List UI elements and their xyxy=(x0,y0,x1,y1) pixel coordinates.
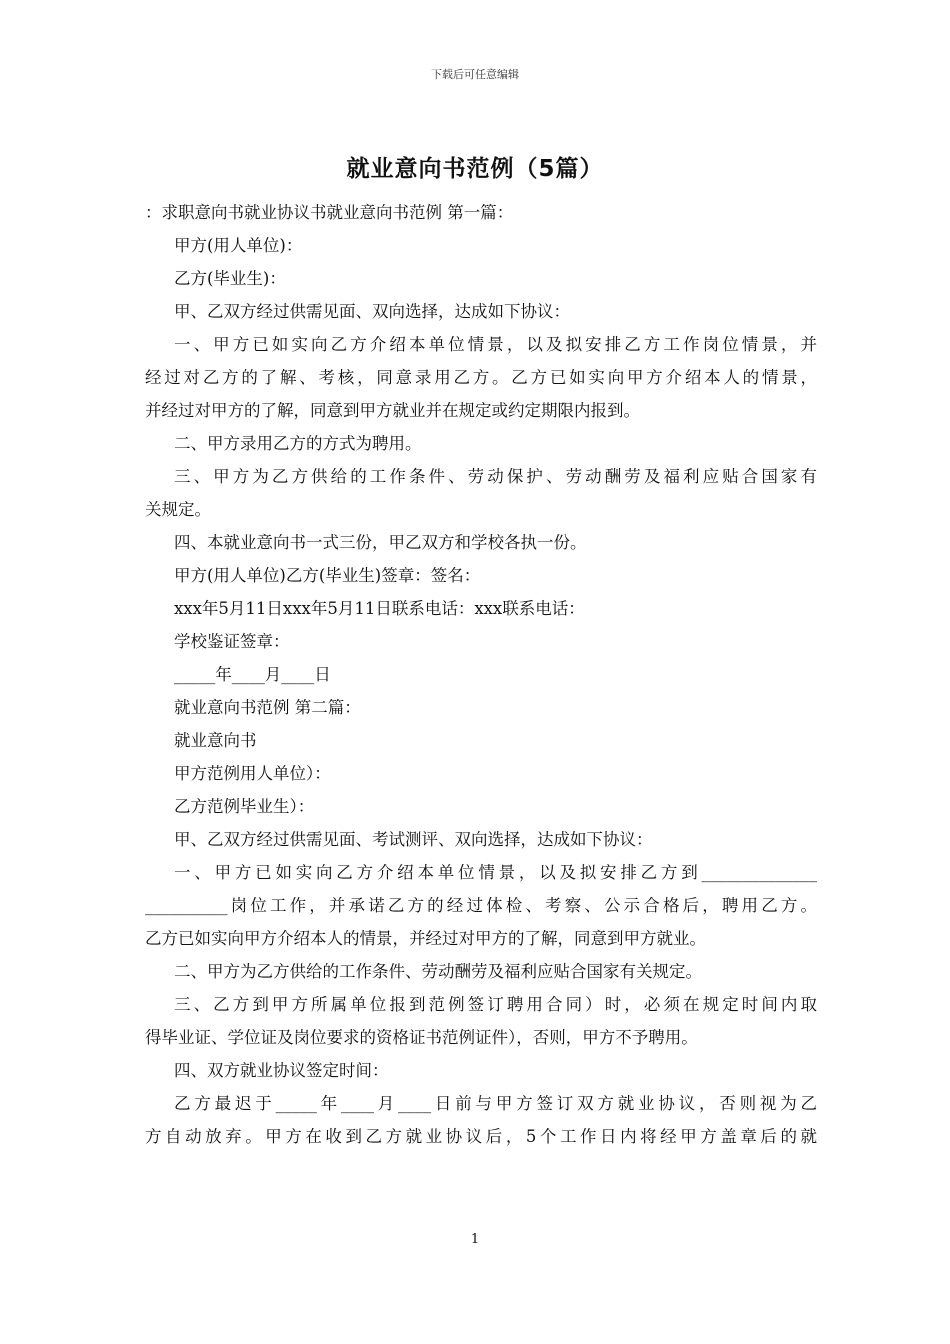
document-body xyxy=(145,196,817,1153)
section-subtitle: 就业意向书 xyxy=(174,731,257,750)
paragraph-line: 乙方(毕业生)： xyxy=(174,269,286,288)
section-heading: 就业意向书范例 第二篇： xyxy=(174,698,361,717)
paragraph-line: 甲方(用人单位)： xyxy=(174,236,303,255)
page-title: 就业意向书范例（5篇） xyxy=(346,156,604,182)
paragraph-line: 二、甲方为乙方供给的工作条件、劳动酬劳及福利应贴合国家有关规定。 xyxy=(174,962,702,981)
paragraph-line: 得毕业证、学位证及岗位要求的资格证书范例证件），否则，甲方不予聘用。 xyxy=(145,1028,698,1047)
date-blank-line: _____年____月____日 xyxy=(174,665,331,684)
page-number: 1 xyxy=(470,1232,480,1247)
paragraph-line: 关规定。 xyxy=(145,500,211,519)
paragraph-line: 乙方范例毕业生）： xyxy=(174,797,315,816)
school-seal-line: 学校鉴证签章： xyxy=(174,632,290,651)
signature-line: 甲方(用人单位)乙方(毕业生)签章：签名： xyxy=(174,566,481,585)
paragraph-line: 方自动放弃。甲方在收到乙方就业协议后，5个工作日内将经甲方盖章后的就 xyxy=(145,1127,817,1146)
paragraph-line: 甲方范例用人单位）： xyxy=(174,764,331,783)
paragraph-line: 一、甲方已如实向乙方介绍本单位情景，以及拟安排乙方工作岗位情景，并 xyxy=(174,335,817,354)
header-note: 下载后可任意编辑 xyxy=(431,68,519,81)
paragraph-line: 经过对乙方的了解、考核，同意录用乙方。乙方已如实向甲方介绍本人的情景， xyxy=(145,368,817,387)
paragraph-line: 并经过对甲方的了解，同意到甲方就业并在规定或约定期限内报到。 xyxy=(145,401,640,420)
paragraph-line: 乙方最迟于_____年____月____日前与甲方签订双方就业协议，否则视为乙 xyxy=(174,1094,817,1113)
paragraph-line: 三、甲方为乙方供给的工作条件、劳动保护、劳动酬劳及福利应贴合国家有 xyxy=(174,467,817,486)
paragraph-line: 三、乙方到甲方所属单位报到范例签订聘用合同）时，必须在规定时间内取 xyxy=(174,995,817,1014)
paragraph-line: 四、双方就业协议签定时间： xyxy=(174,1061,389,1080)
paragraph-line: 一、甲方已如实向乙方介绍本单位情景，以及拟安排乙方到______________ xyxy=(174,863,817,882)
paragraph-line: 甲、乙双方经过供需见面、双向选择，达成如下协议： xyxy=(174,302,570,321)
intro-line: ：求职意向书就业协议书就业意向书范例 第一篇： xyxy=(145,203,514,222)
date-contact-line: xxx年5月11日xxx年5月11日联系电话：xxx联系电话： xyxy=(174,599,585,618)
paragraph-line: __________岗位工作，并承诺乙方的经过体检、考察、公示合格后，聘用乙方。 xyxy=(145,896,817,915)
paragraph-line: 甲、乙双方经过供需见面、考试测评、双向选择，达成如下协议： xyxy=(174,830,653,849)
paragraph-line: 二、甲方录用乙方的方式为聘用。 xyxy=(174,434,422,453)
paragraph-line: 四、本就业意向书一式三份，甲乙双方和学校各执一份。 xyxy=(174,533,587,552)
paragraph-line: 乙方已如实向甲方介绍本人的情景，并经过对甲方的了解，同意到甲方就业。 xyxy=(145,929,706,948)
